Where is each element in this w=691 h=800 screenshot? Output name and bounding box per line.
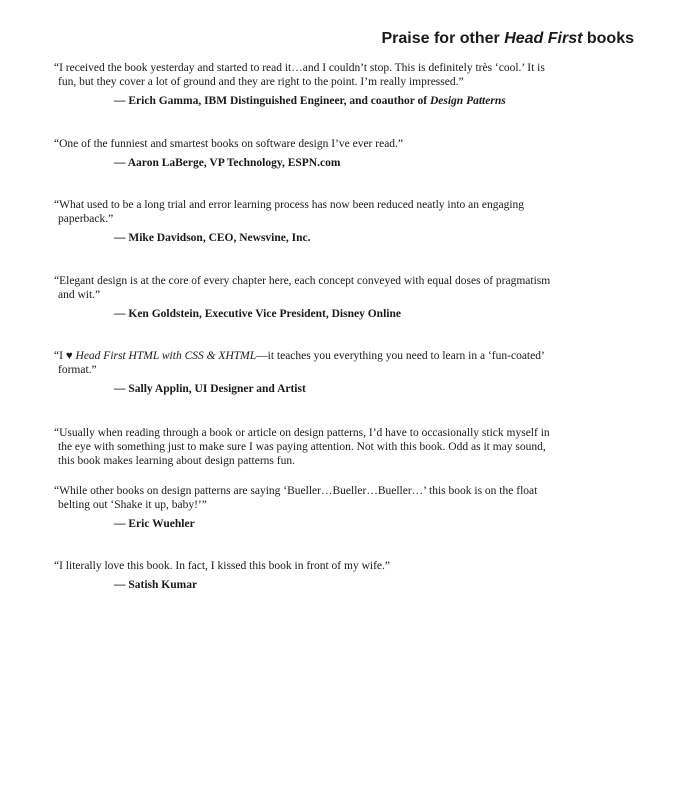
page-title-suffix: books [582,30,634,47]
praise-attribution: — Satish Kumar [114,579,198,591]
quote-prefix: “I [54,350,66,362]
page-title-emphasis: Head First [504,30,583,47]
praise-block-usually [54,426,564,468]
praise-quote: “Usually when reading through a book or article on design patterns, I’d have to occasionally stick myself in the eye with something just to make sure I was paying attention. Not with this book. Odd as it may sound, this book makes learning about design patterns fun. [54,427,550,467]
praise-block-wuehler [54,484,564,531]
quote-suffix: —it teaches you everything you need to learn in a ‘fun-coated’ format.” [58,350,544,376]
praise-quote: “One of the funniest and smartest books on software design I’ve ever read.” [54,138,404,150]
praise-attribution: — Sally Applin, UI Designer and Artist [114,383,306,395]
praise-attribution: — Aaron LaBerge, VP Technology, ESPN.com [114,157,341,169]
praise-attribution: — Ken Goldstein, Executive Vice President, Disney Online [114,308,401,320]
attribution-book-title: Design Patterns [429,95,506,107]
praise-attribution: — Mike Davidson, CEO, Newsvine, Inc. [114,232,311,244]
page-title [381,30,634,48]
praise-block-kumar [54,559,564,592]
praise-block-davidson [54,198,564,245]
praise-block-laberge [54,137,564,170]
praise-block-applin [54,349,564,396]
praise-quote: “While other books on design patterns are saying ‘Bueller…Bueller…Bueller…’ this book is on the float belting out ‘Shake it up, baby!’” [54,485,538,511]
praise-quote: “Elegant design is at the core of every chapter here, each concept conveyed with equal doses of pragmatism and wit.” [54,275,551,301]
heart-icon: ♥ [65,350,73,362]
praise-block-gamma [54,61,564,108]
praise-quote: “What used to be a long trial and error learning process has now been reduced neatly into an engaging paperback.” [54,199,525,225]
page-title-prefix: Praise for other [381,30,505,47]
praise-quote: “I received the book yesterday and started to read it…and I couldn’t stop. This is definitely très ‘cool.’ It is fun, but they cover a lot of ground and they are right to the point. I’m really impressed.” [54,62,545,88]
quote-book-title: Head First HTML with CSS & XHTML [72,350,257,362]
praise-block-goldstein [54,274,564,321]
praise-attribution [114,94,564,108]
praise-quote: “I literally love this book. In fact, I kissed this book in front of my wife.” [54,560,390,572]
attribution-text: — Erich Gamma, IBM Distinguished Engineer, and coauthor of [114,95,430,107]
praise-quote [54,349,564,377]
praise-attribution: — Eric Wuehler [114,518,195,530]
